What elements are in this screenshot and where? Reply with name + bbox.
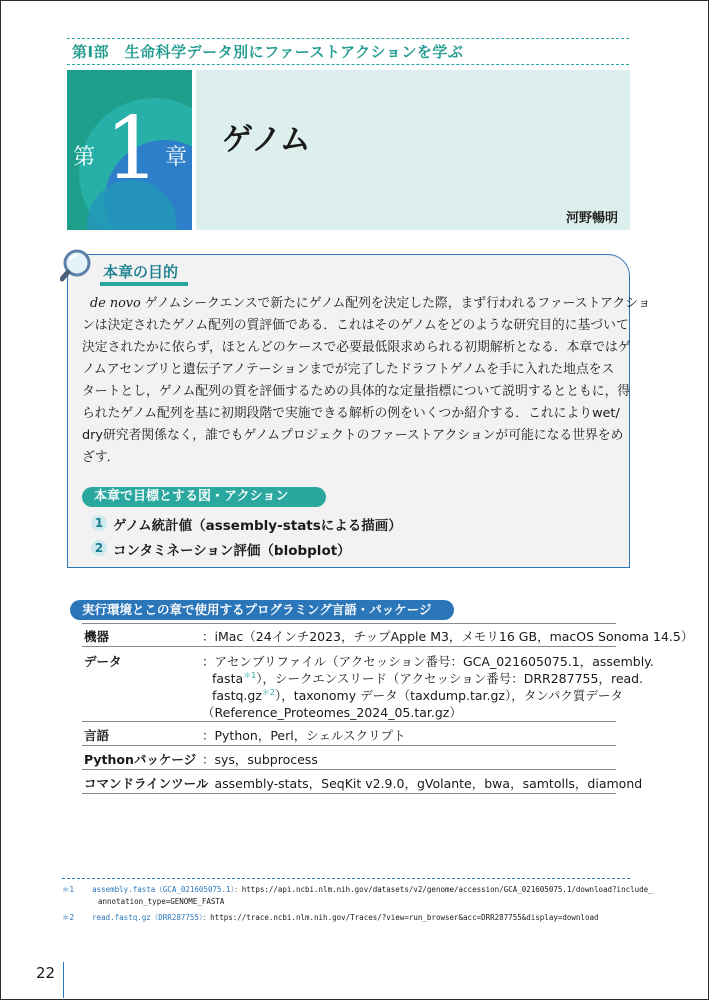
chapter-badge <box>67 70 192 230</box>
footnote-rule <box>62 878 630 879</box>
goal-paragraph-line-3: 決定されたかに依らず，ほとんどのケースで必要最低限求められる初期解析となる．本章ではゲ <box>82 340 631 355</box>
env-label-device: 機器 <box>84 629 110 644</box>
goal-title: 本章の目的 <box>103 263 179 281</box>
env-label-language: 言語 <box>84 728 110 743</box>
target-item: コンタミネーション評価（blobplot） <box>113 543 351 559</box>
env-value-language: ：Python，Perl，シェルスクリプト <box>202 728 406 743</box>
target-item: ゲノム統計値（assembly-statsによる描画） <box>113 518 402 534</box>
goal-paragraph-line-6: られたゲノム配列を基に初期段階で実施できる解析の例をいくつか紹介する．これによりwet/ <box>82 406 620 421</box>
target-number: 2 <box>91 540 107 556</box>
env-value-cli: ：assembly-stats，SeqKit v2.9.0，gVolante，bwa，samtolls，diamond <box>202 776 643 791</box>
goal-paragraph-line-2: ンは決定されたゲノム配列の質評価である．これはそのゲノムをどのような研究目的に基づいて <box>82 318 629 333</box>
goal-paragraph-line-8: ざす． <box>82 450 120 465</box>
goal-title-underline <box>100 282 188 286</box>
chapter-number: 1 <box>105 99 160 199</box>
footnote-ref: ＊2 <box>261 687 275 697</box>
table-rule <box>82 721 616 722</box>
chapter-suffix: 章 <box>165 145 188 170</box>
table-rule <box>82 769 616 770</box>
env-value-data: ：アセンブリファイル（アクセッション番号：GCA_021605075.1，assembly. <box>202 654 654 669</box>
goal-paragraph-line-4: ノムアセンブリと遺伝子アノテーションまでが完了したドラフトゲノムを手に入れた地点をス <box>82 362 615 377</box>
goal-paragraph-line-7: dry研究者関係なく，誰でもゲノムプロジェクトのファーストアクションが可能になる世界をめ <box>82 428 624 443</box>
chapter-title: ゲノム <box>222 122 311 158</box>
footnote-1: ＊1 assembly.fasta（GCA_021605075.1）：https://api.ncbi.nlm.nih.gov/datasets/v2/genome/accession/GCA_021605075.1/download?include_ <box>62 885 653 894</box>
author-name: 河野暢明 <box>566 211 619 226</box>
lead-term: de novo <box>90 296 141 311</box>
environment-heading: 実行環境とこの章で使用するプログラミング言語・パッケージ <box>70 600 454 620</box>
goal-paragraph-line-5: タートとし，ゲノム配列の質を評価するための具体的な定量指標について説明するとともに，得 <box>82 384 631 399</box>
table-rule <box>82 745 616 746</box>
magnifier-icon <box>60 246 98 284</box>
target-heading: 本章で目標とする図・アクション <box>82 487 326 507</box>
env-value-data-line-4: （Reference_Proteomes_2024_05.tar.gz） <box>202 705 462 720</box>
table-rule <box>82 646 616 647</box>
target-number: 1 <box>91 515 107 531</box>
chapter-prefix: 第 <box>73 145 96 170</box>
part-dashed-rule <box>67 64 629 65</box>
footnote-ref: ＊1 <box>243 670 257 680</box>
env-label-data: データ <box>84 654 122 669</box>
env-value-device: ：iMac（24インチ2023，チップApple M3，メモリ16 GB，macOS Sonoma 14.5） <box>202 629 694 644</box>
env-label-cli: コマンドラインツール <box>84 776 209 791</box>
footnote-2: ＊2 read.fastq.gz（DRR287755）：https://trace.ncbi.nlm.nih.gov/Traces/?view=run_browser&acc=DRR287755&display=download <box>62 913 599 922</box>
page-number: 22 <box>36 964 56 982</box>
env-label-python: Pythonパッケージ <box>84 752 197 767</box>
env-value-data-line-3: $fastq.gz^{*2}$），taxonomy データ（taxdump.tar.gz），タンパク質データ <box>212 687 623 703</box>
env-value-python: ：sys，subprocess <box>202 752 318 767</box>
table-rule <box>82 623 616 624</box>
goal-paragraph-line-1: de novo ゲノムシークエンスで新たにゲノム配列を決定した際，まず行われるファーストアクショ <box>90 296 651 311</box>
env-value-data-line-2: fasta$^{*1}$），シークエンスリード（アクセッション番号：DRR287755，read. <box>212 670 644 686</box>
page-number-rule <box>63 962 64 998</box>
top-dashed-rule <box>67 38 629 39</box>
table-rule <box>82 793 616 794</box>
part-title: 第Ⅰ部 生命科学データ別にファーストアクションを学ぶ <box>72 43 464 61</box>
footnote-1-line-2: annotation_type=GENOME_FASTA <box>98 897 225 906</box>
